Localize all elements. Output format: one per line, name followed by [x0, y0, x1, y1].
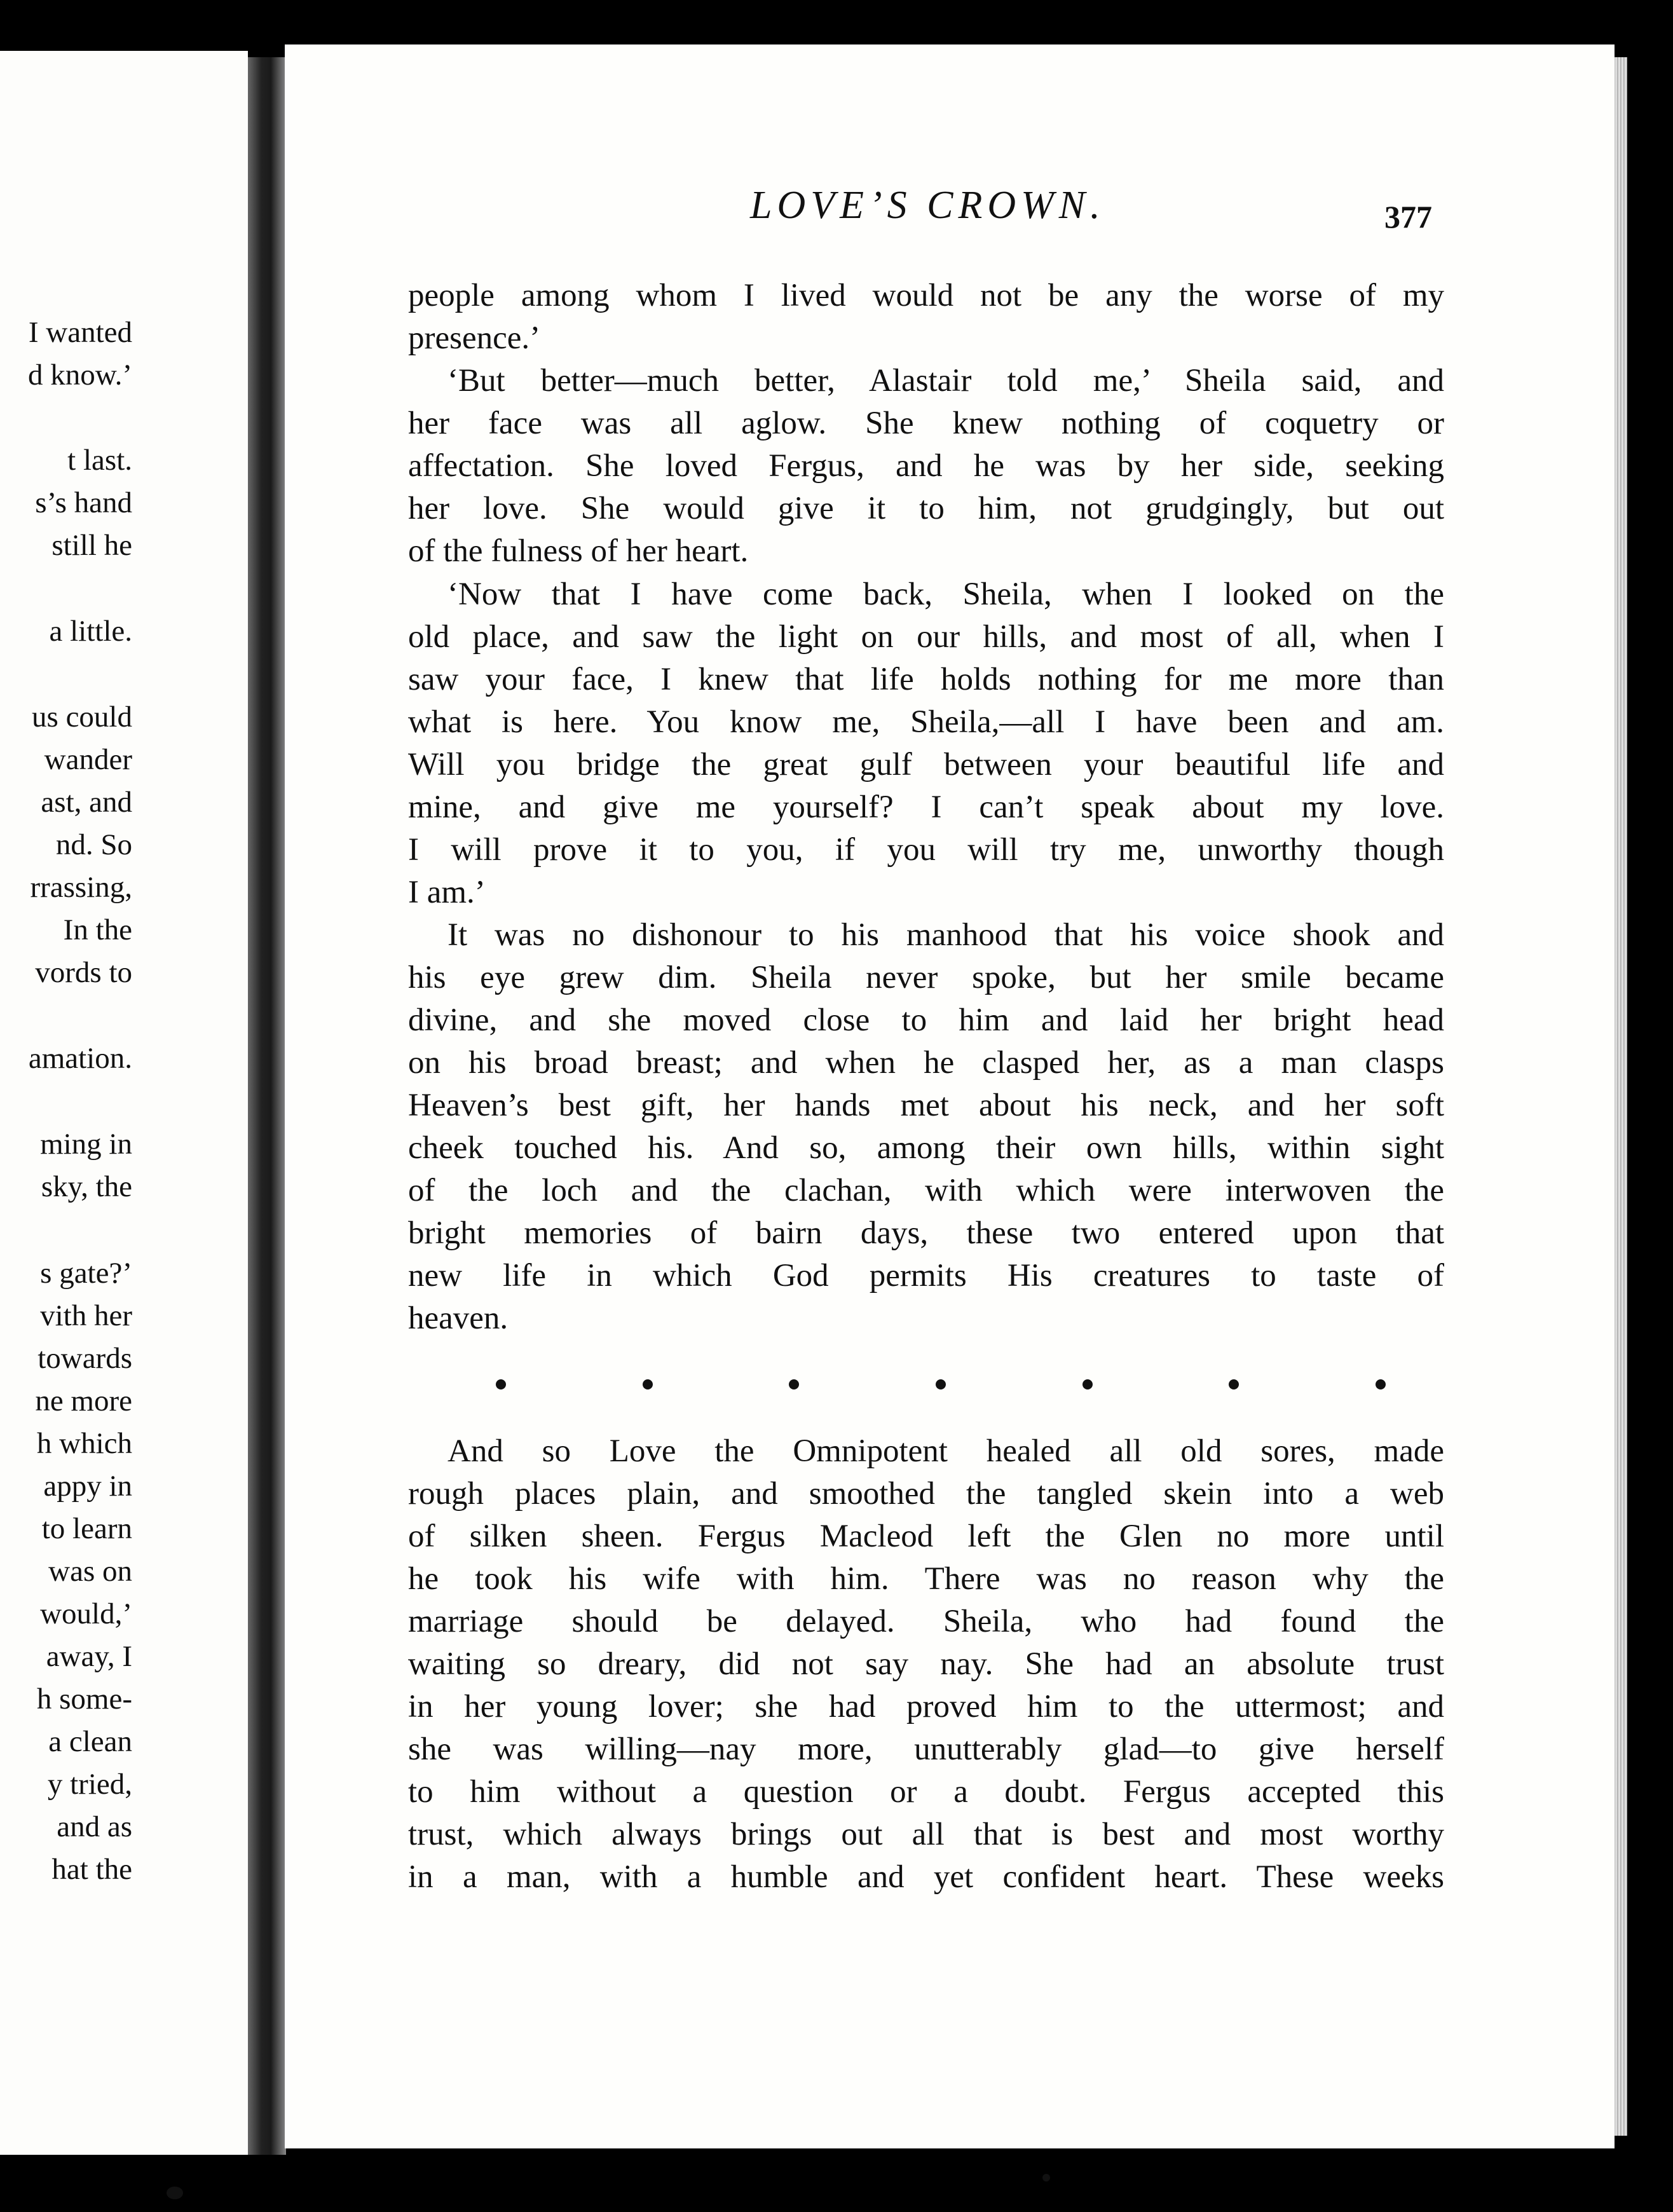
text-line: of the loch and the clachan, with which were interwoven the — [408, 1173, 1444, 1208]
left-page-line: t last. — [67, 444, 132, 477]
text-line: her face was all aglow. She knew nothing of coquetry or — [408, 406, 1444, 441]
text-line: presence.’ — [408, 320, 541, 356]
text-line: his eye grew dim. Sheila never spoke, but her smile became — [408, 960, 1444, 995]
left-page-line: y tried, — [47, 1768, 132, 1801]
section-break-dot — [789, 1379, 799, 1389]
left-page-line: would,’ — [40, 1597, 132, 1630]
book-gutter — [248, 57, 286, 2155]
text-line: divine, and she moved close to him and laid her bright head — [408, 1002, 1444, 1038]
text-line: in a man, with a humble and yet confident heart. These weeks — [408, 1859, 1444, 1895]
text-line: he took his wife with him. There was no reason why the — [408, 1561, 1444, 1597]
text-line: of silken sheen. Fergus Macleod left the Glen no more until — [408, 1519, 1444, 1554]
text-line: on his broad breast; and when he clasped her, as a man clasps — [408, 1045, 1444, 1081]
text-line: she was willing—nay more, unutterably glad—to give herself — [408, 1731, 1444, 1767]
text-line: rough places plain, and smoothed the tangled skein into a web — [408, 1476, 1444, 1512]
left-page-line: away, I — [46, 1640, 132, 1673]
section-break-dot — [643, 1379, 653, 1389]
text-line: Will you bridge the great gulf between your beautiful life and — [408, 747, 1444, 782]
left-page-line: to learn — [41, 1512, 132, 1545]
left-page-line: d know.’ — [27, 358, 132, 392]
section-break-dot — [1376, 1379, 1386, 1389]
text-line: people among whom I lived would not be any the worse of my — [408, 278, 1444, 313]
left-page-line: h which — [36, 1427, 132, 1460]
paragraph-block — [408, 1430, 1444, 1899]
left-page-line: a little. — [49, 615, 132, 648]
left-page-line: vith her — [40, 1299, 132, 1332]
text-line: It was no dishonour to his manhood that his voice shook and — [447, 917, 1444, 953]
text-line: affectation. She loved Fergus, and he was by her side, seeking — [408, 448, 1444, 484]
left-page-line: s’s hand — [35, 486, 132, 519]
text-line: ‘But better—much better, Alastair told me,’ Sheila said, and — [447, 363, 1444, 399]
section-break-dot — [936, 1379, 946, 1389]
text-line: trust, which always brings out all that is best and most worthy — [408, 1817, 1444, 1852]
text-line: cheek touched his. And so, among their own hills, within sight — [408, 1130, 1444, 1166]
left-page-line: a clean — [48, 1725, 132, 1758]
section-break-dots — [496, 1379, 1386, 1389]
left-page-line: I wanted — [28, 316, 132, 349]
left-page-line: s gate?’ — [40, 1257, 132, 1290]
left-page-line: h some- — [36, 1683, 132, 1716]
text-line: in her young lover; she had proved him to the uttermost; and — [408, 1689, 1444, 1724]
text-line: mine, and give me yourself? I can’t speak about my love. — [408, 789, 1444, 825]
left-page-line: towards — [38, 1342, 132, 1375]
section-break-dot — [1229, 1379, 1239, 1389]
scan-speck — [1042, 2174, 1050, 2181]
left-page-line: amation. — [28, 1042, 132, 1075]
paragraph-block — [408, 573, 1444, 1340]
text-line: of the fulness of her heart. — [408, 533, 749, 569]
text-line: I will prove it to you, if you will try me, unworthy though — [408, 832, 1444, 868]
left-page-line: appy in — [43, 1470, 132, 1503]
left-facing-page — [0, 51, 248, 2155]
section-break-dot — [496, 1379, 506, 1389]
left-page-line: was on — [48, 1555, 132, 1588]
text-line: old place, and saw the light on our hills, and most of all, when I — [408, 619, 1444, 655]
left-page-line: ne more — [35, 1384, 132, 1417]
running-head: LOVE’S CROWN. — [750, 184, 1105, 227]
left-page-line: rrassing, — [30, 871, 132, 904]
left-page-line: sky, the — [41, 1170, 132, 1203]
left-page-line: and as — [57, 1810, 132, 1843]
left-page-line: us could — [32, 700, 132, 734]
text-line: Heaven’s best gift, her hands met about his neck, and her soft — [408, 1088, 1444, 1123]
text-line: heaven. — [408, 1301, 509, 1336]
left-page-line: vords to — [35, 956, 132, 989]
text-line: And so Love the Omnipotent healed all old sores, made — [447, 1433, 1444, 1469]
text-line: what is here. You know me, Sheila,—all I have been and am. — [408, 704, 1444, 740]
left-page-line: In the — [63, 913, 132, 946]
left-page-line: hat the — [51, 1853, 132, 1886]
text-line: to him without a question or a doubt. Fergus accepted this — [408, 1774, 1444, 1810]
scan-speck — [167, 2187, 183, 2199]
text-line: I am.’ — [408, 875, 486, 910]
left-page-line: ming in — [40, 1128, 132, 1161]
text-line: marriage should be delayed. Sheila, who had found the — [408, 1604, 1444, 1639]
text-line: bright memories of bairn days, these two entered upon that — [408, 1215, 1444, 1251]
left-page-line: still he — [51, 529, 132, 562]
left-page-line: nd. So — [55, 828, 132, 861]
page-edges — [1615, 57, 1627, 2136]
left-page-line: wander — [44, 743, 132, 776]
text-line: saw your face, I knew that life holds nothing for me more than — [408, 662, 1444, 697]
text-line: ‘Now that I have come back, Sheila, when I looked on the — [447, 577, 1444, 612]
text-line: her love. She would give it to him, not grudgingly, but out — [408, 491, 1444, 526]
page-number: 377 — [1384, 199, 1432, 235]
text-line: waiting so dreary, did not say nay. She had an absolute trust — [408, 1646, 1444, 1682]
text-line: new life in which God permits His creatures to taste of — [408, 1258, 1444, 1294]
paragraph-block — [408, 275, 1444, 573]
left-page-line: ast, and — [41, 786, 132, 819]
section-break-dot — [1082, 1379, 1093, 1389]
